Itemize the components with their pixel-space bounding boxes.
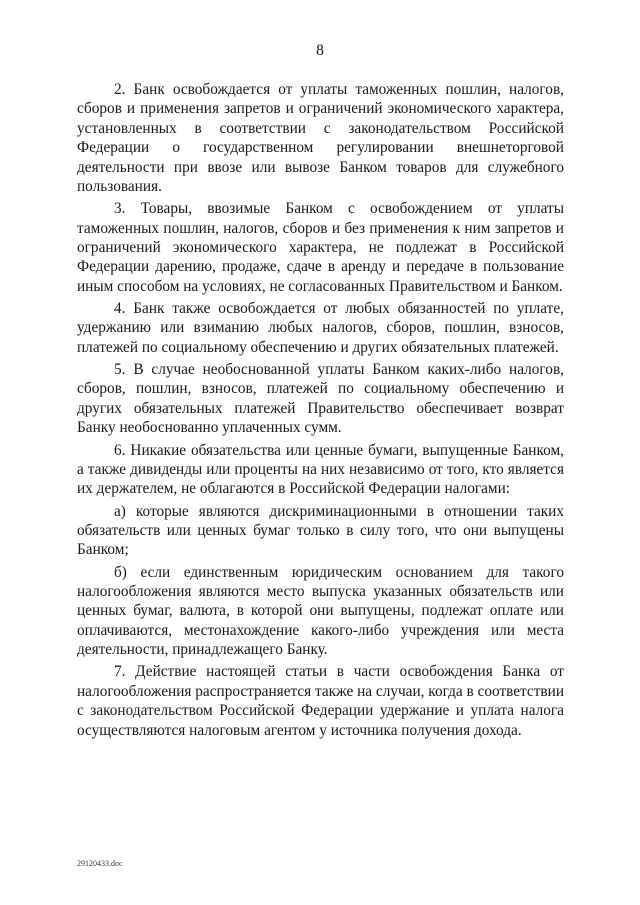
subparagraph-b: б) если единственным юридическим основанием для такого налогообложения являются место выпуска указанных обязательств или ценных бумаг, валюта, в которой они выпущены, подлежат оплате или оплачиваются, местонахождение какого-либо учреждения или места деятельности, принадлежащего Банку. bbox=[77, 563, 564, 659]
paragraph-item-2: 2. Банк освобождается от уплаты таможенных пошлин, налогов, сборов и применения запретов и ограничений экономического характера, установленных в соответствии с законодательством Российской Федерации о государственном регулировании внешнеторговой деятельности при ввозе или вывозе Банком товаров для служебного пользования. bbox=[77, 81, 564, 196]
page-number: 8 bbox=[316, 42, 324, 59]
paragraph-item-6: 6. Никакие обязательства или ценные бумаги, выпущенные Банком, а также дивиденды или проценты на них независимо от того, кто является их держателем, не облагаются в Российской Федерации налогами: bbox=[77, 441, 564, 498]
document-file-code: 29120433.doc bbox=[77, 859, 123, 868]
paragraph-item-7: 7. Действие настоящей статьи в части освобождения Банка от налогообложения распространяется также на случаи, когда в соответствии с законодательством Российской Федерации удержание и уплата налога осуществляются налоговым агентом у источника получения дохода. bbox=[77, 663, 564, 739]
subparagraph-a: а) которые являются дискриминационными в отношении таких обязательств или ценных бумаг только в силу того, что они выпущены Банком; bbox=[77, 502, 564, 559]
paragraph-item-5: 5. В случае необоснованной уплаты Банком каких-либо налогов, сборов, пошлин, взносов, платежей по социальному обеспечению и других обязательных платежей Правительство обеспечивает возврат Банку необоснованно уплаченных сумм. bbox=[77, 361, 564, 437]
paragraph-item-4: 4. Банк также освобождается от любых обязанностей по уплате, удержанию или взиманию любых налогов, сборов, пошлин, взносов, платежей по социальному обеспечению и других обязательных платежей. bbox=[77, 300, 564, 356]
paragraph-item-3: 3. Товары, ввозимые Банком с освобождением от уплаты таможенных пошлин, налогов, сборов и без применения к ним запретов и ограничений экономического характера, не подлежат в Российской Федерации дарению, продаже, сдаче в аренду и передаче в пользование иным способом на условиях, не согласованных Правительством и Банком. bbox=[77, 200, 564, 295]
document-body bbox=[77, 80, 564, 743]
